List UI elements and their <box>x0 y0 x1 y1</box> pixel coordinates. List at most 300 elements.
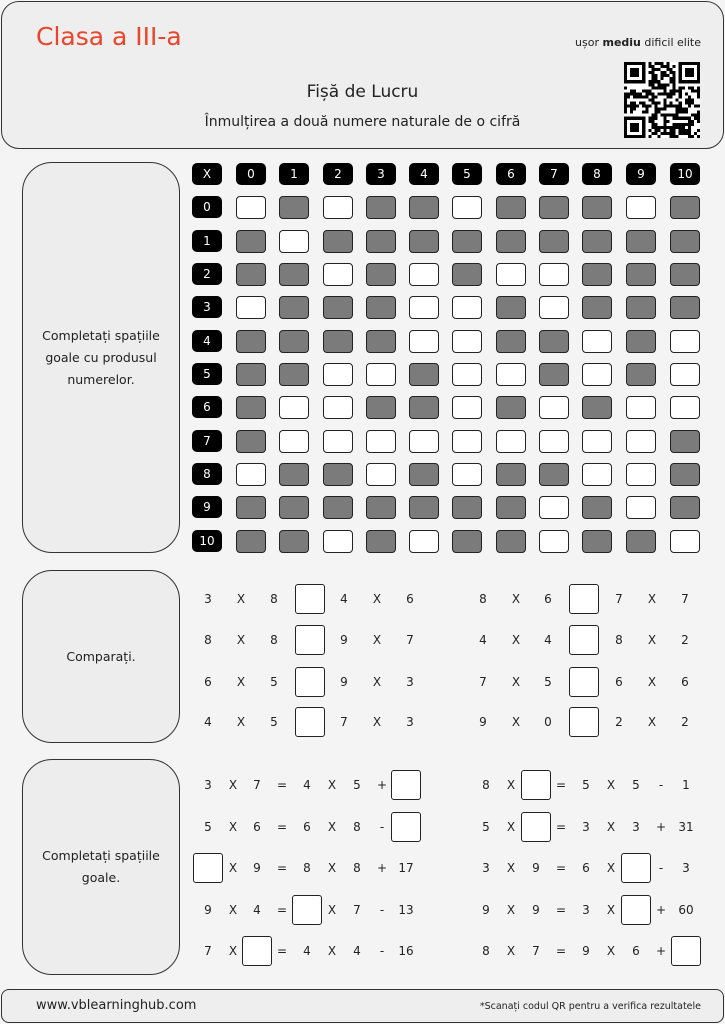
row-header: 9 <box>192 496 222 518</box>
answer-cell[interactable] <box>626 430 656 453</box>
column-header: 0 <box>236 163 266 185</box>
expression-token: = <box>276 820 288 834</box>
expression-token: 5 <box>582 778 590 792</box>
expression-token: X <box>606 944 616 958</box>
expression-token: 3 <box>482 861 490 875</box>
expression-token: 8 <box>479 592 487 606</box>
filled-cell <box>409 396 439 419</box>
filled-cell <box>496 230 526 253</box>
filled-cell <box>496 296 526 319</box>
expression-token: 9 <box>479 715 487 729</box>
filled-cell <box>626 530 656 553</box>
expression-token: 6 <box>406 592 414 606</box>
expression-token: X <box>236 675 246 689</box>
expression-token: 13 <box>398 903 414 917</box>
answer-box[interactable] <box>521 812 551 842</box>
expression-token: = <box>276 778 288 792</box>
answer-box[interactable] <box>391 812 421 842</box>
expression-token: + <box>376 778 388 792</box>
filled-cell <box>279 196 309 219</box>
expression-token: X <box>606 861 616 875</box>
filled-cell <box>670 196 700 219</box>
expression-token: X <box>647 675 657 689</box>
level-medium[interactable]: mediu <box>602 36 641 49</box>
expression-token: 8 <box>353 861 361 875</box>
expression-token: 7 <box>681 592 689 606</box>
filled-cell <box>323 496 353 519</box>
filled-cell <box>323 296 353 319</box>
answer-cell[interactable] <box>452 363 482 386</box>
column-header: 7 <box>539 163 569 185</box>
expression-token: 60 <box>678 903 694 917</box>
expression-token: 8 <box>482 778 490 792</box>
answer-cell[interactable] <box>582 363 612 386</box>
compare-sign-box[interactable] <box>295 625 325 655</box>
filled-cell <box>366 296 396 319</box>
expression-token: 31 <box>678 820 694 834</box>
expression-token: 3 <box>204 778 212 792</box>
expression-token: 17 <box>398 861 414 875</box>
answer-cell[interactable] <box>496 430 526 453</box>
row-header: 8 <box>192 463 222 485</box>
filled-cell <box>626 230 656 253</box>
answer-box[interactable] <box>242 936 272 966</box>
filled-cell <box>409 463 439 486</box>
answer-cell[interactable] <box>366 430 396 453</box>
expression-token: 3 <box>406 675 414 689</box>
expression-token: 7 <box>204 944 212 958</box>
expression-token: X <box>511 592 521 606</box>
row-header: 5 <box>192 363 222 385</box>
column-header: 3 <box>366 163 396 185</box>
filled-cell <box>582 530 612 553</box>
row-header: 1 <box>192 230 222 252</box>
expression-token: + <box>655 944 667 958</box>
expression-token: X <box>606 778 616 792</box>
filled-cell <box>279 296 309 319</box>
row-header: 10 <box>192 530 222 552</box>
section3-instruction: Completați spațiile goale. <box>22 759 180 975</box>
filled-cell <box>496 530 526 553</box>
expression-token: X <box>506 944 516 958</box>
answer-box[interactable] <box>292 895 322 925</box>
corner-cell: X <box>192 163 222 185</box>
filled-cell <box>626 296 656 319</box>
answer-cell[interactable] <box>409 263 439 286</box>
filled-cell <box>366 530 396 553</box>
expression-token: 8 <box>303 861 311 875</box>
column-header: 5 <box>452 163 482 185</box>
expression-token: 3 <box>204 592 212 606</box>
expression-token: X <box>228 903 238 917</box>
answer-box[interactable] <box>621 853 651 883</box>
answer-cell[interactable] <box>366 363 396 386</box>
expression-token: 7 <box>406 633 414 647</box>
expression-token: X <box>327 778 337 792</box>
filled-cell <box>409 196 439 219</box>
answer-cell[interactable] <box>279 230 309 253</box>
expression-token: = <box>555 903 567 917</box>
expression-token: X <box>511 715 521 729</box>
expression-token: 6 <box>204 675 212 689</box>
expression-token: - <box>379 944 385 958</box>
expression-token: X <box>236 592 246 606</box>
expression-token: X <box>511 675 521 689</box>
header-panel <box>1 1 724 149</box>
filled-cell <box>236 330 266 353</box>
filled-cell <box>582 263 612 286</box>
answer-box[interactable] <box>391 770 421 800</box>
filled-cell <box>670 496 700 519</box>
answer-cell[interactable] <box>539 430 569 453</box>
column-header: 8 <box>582 163 612 185</box>
answer-cell[interactable] <box>236 196 266 219</box>
answer-cell[interactable] <box>323 263 353 286</box>
expression-token: X <box>228 778 238 792</box>
answer-cell[interactable] <box>582 430 612 453</box>
expression-token: X <box>228 820 238 834</box>
expression-token: - <box>379 820 385 834</box>
filled-cell <box>236 530 266 553</box>
answer-cell[interactable] <box>539 296 569 319</box>
answer-cell[interactable] <box>452 430 482 453</box>
filled-cell <box>582 230 612 253</box>
filled-cell <box>279 330 309 353</box>
compare-sign-box[interactable] <box>569 707 599 737</box>
filled-cell <box>236 263 266 286</box>
filled-cell <box>452 230 482 253</box>
expression-token: 4 <box>303 778 311 792</box>
answer-box[interactable] <box>671 936 701 966</box>
expression-token: 7 <box>340 715 348 729</box>
expression-token: 3 <box>632 820 640 834</box>
answer-cell[interactable] <box>452 396 482 419</box>
expression-token: 4 <box>303 944 311 958</box>
answer-cell[interactable] <box>626 496 656 519</box>
expression-token: X <box>606 903 616 917</box>
expression-token: X <box>606 820 616 834</box>
filled-cell <box>582 396 612 419</box>
expression-token: 8 <box>270 633 278 647</box>
expression-token: 5 <box>270 715 278 729</box>
filled-cell <box>409 496 439 519</box>
filled-cell <box>236 496 266 519</box>
answer-cell[interactable] <box>452 463 482 486</box>
filled-cell <box>409 230 439 253</box>
answer-cell[interactable] <box>409 296 439 319</box>
expression-token: X <box>647 715 657 729</box>
expression-token: X <box>327 944 337 958</box>
expression-token: 5 <box>544 675 552 689</box>
expression-token: + <box>376 861 388 875</box>
answer-cell[interactable] <box>670 330 700 353</box>
filled-cell <box>582 296 612 319</box>
expression-token: X <box>327 820 337 834</box>
expression-token: 4 <box>253 903 261 917</box>
expression-token: 5 <box>632 778 640 792</box>
column-header: 10 <box>670 163 700 185</box>
expression-token: X <box>236 633 246 647</box>
answer-cell[interactable] <box>452 296 482 319</box>
filled-cell <box>539 330 569 353</box>
answer-cell[interactable] <box>279 396 309 419</box>
expression-token: 5 <box>270 675 278 689</box>
expression-token: 8 <box>482 944 490 958</box>
expression-token: X <box>372 715 382 729</box>
answer-cell[interactable] <box>496 363 526 386</box>
filled-cell <box>236 230 266 253</box>
expression-token: 7 <box>615 592 623 606</box>
compare-sign-box[interactable] <box>295 667 325 697</box>
answer-cell[interactable] <box>279 430 309 453</box>
expression-token: 9 <box>532 861 540 875</box>
level-elite[interactable]: elite <box>677 36 701 49</box>
expression-token: = <box>555 861 567 875</box>
expression-token: 8 <box>353 820 361 834</box>
worksheet-title: Fișă de Lucru <box>306 82 419 102</box>
expression-token: X <box>506 903 516 917</box>
row-header: 4 <box>192 330 222 352</box>
expression-token: 6 <box>582 861 590 875</box>
level-hard[interactable]: dificil <box>644 36 674 49</box>
expression-token: 9 <box>204 903 212 917</box>
expression-token: X <box>647 592 657 606</box>
compare-sign-box[interactable] <box>569 667 599 697</box>
expression-token: X <box>228 861 238 875</box>
expression-token: 7 <box>353 903 361 917</box>
expression-token: 5 <box>204 820 212 834</box>
expression-token: 7 <box>253 778 261 792</box>
expression-token: X <box>372 633 382 647</box>
expression-token: - <box>658 861 664 875</box>
expression-token: 5 <box>353 778 361 792</box>
filled-cell <box>539 230 569 253</box>
filled-cell <box>539 463 569 486</box>
filled-cell <box>279 263 309 286</box>
filled-cell <box>409 363 439 386</box>
filled-cell <box>496 396 526 419</box>
column-header: 2 <box>323 163 353 185</box>
compare-sign-box[interactable] <box>569 625 599 655</box>
answer-cell[interactable] <box>452 330 482 353</box>
compare-sign-box[interactable] <box>295 707 325 737</box>
expression-token: 6 <box>544 592 552 606</box>
answer-cell[interactable] <box>323 530 353 553</box>
answer-cell[interactable] <box>366 463 396 486</box>
expression-token: = <box>555 944 567 958</box>
row-header: 3 <box>192 296 222 318</box>
expression-token: X <box>236 715 246 729</box>
filled-cell <box>496 330 526 353</box>
expression-token: X <box>511 633 521 647</box>
filled-cell <box>670 230 700 253</box>
expression-token: X <box>647 633 657 647</box>
expression-token: 2 <box>615 715 623 729</box>
column-header: 6 <box>496 163 526 185</box>
answer-cell[interactable] <box>496 263 526 286</box>
answer-cell[interactable] <box>626 396 656 419</box>
expression-token: X <box>506 778 516 792</box>
class-title: Clasa a III-a <box>36 22 182 51</box>
expression-token: - <box>658 778 664 792</box>
filled-cell <box>366 330 396 353</box>
expression-token: 3 <box>582 820 590 834</box>
expression-token: 9 <box>532 903 540 917</box>
level-easy[interactable]: ușor <box>575 36 599 49</box>
filled-cell <box>670 296 700 319</box>
filled-cell <box>279 496 309 519</box>
filled-cell <box>582 196 612 219</box>
expression-token: = <box>276 903 288 917</box>
expression-token: 5 <box>482 820 490 834</box>
filled-cell <box>366 496 396 519</box>
filled-cell <box>279 463 309 486</box>
filled-cell <box>496 496 526 519</box>
answer-cell[interactable] <box>582 330 612 353</box>
filled-cell <box>366 263 396 286</box>
expression-token: = <box>276 861 288 875</box>
filled-cell <box>323 230 353 253</box>
expression-token: 4 <box>340 592 348 606</box>
expression-token: X <box>506 820 516 834</box>
filled-cell <box>626 363 656 386</box>
expression-token: 7 <box>532 944 540 958</box>
expression-token: 9 <box>340 633 348 647</box>
answer-cell[interactable] <box>670 396 700 419</box>
filled-cell <box>582 496 612 519</box>
expression-token: X <box>372 592 382 606</box>
answer-cell[interactable] <box>323 196 353 219</box>
expression-token: 8 <box>270 592 278 606</box>
expression-token: 2 <box>681 633 689 647</box>
filled-cell <box>452 530 482 553</box>
expression-token: 4 <box>204 715 212 729</box>
expression-token: = <box>555 778 567 792</box>
section2-instruction: Comparați. <box>22 570 180 743</box>
website-link[interactable]: www.vblearninghub.com <box>36 998 197 1013</box>
expression-token: X <box>327 903 337 917</box>
compare-sign-box[interactable] <box>295 584 325 614</box>
row-header: 6 <box>192 396 222 418</box>
expression-token: 6 <box>253 820 261 834</box>
expression-token: 9 <box>340 675 348 689</box>
answer-cell[interactable] <box>409 530 439 553</box>
filled-cell <box>236 396 266 419</box>
filled-cell <box>279 363 309 386</box>
answer-cell[interactable] <box>236 296 266 319</box>
expression-token: X <box>327 861 337 875</box>
answer-cell[interactable] <box>539 263 569 286</box>
expression-token: X <box>506 861 516 875</box>
expression-token: 4 <box>479 633 487 647</box>
expression-token: 6 <box>303 820 311 834</box>
answer-cell[interactable] <box>452 196 482 219</box>
filled-cell <box>323 330 353 353</box>
expression-token: 2 <box>681 715 689 729</box>
column-header: 4 <box>409 163 439 185</box>
expression-token: 8 <box>615 633 623 647</box>
qr-note: *Scanați codul QR pentru a verifica rezultatele <box>479 1001 701 1012</box>
answer-cell[interactable] <box>323 363 353 386</box>
expression-token: 3 <box>582 903 590 917</box>
answer-cell[interactable] <box>539 396 569 419</box>
filled-cell <box>452 263 482 286</box>
answer-cell[interactable] <box>539 496 569 519</box>
filled-cell <box>670 263 700 286</box>
column-header: 1 <box>279 163 309 185</box>
expression-token: - <box>379 903 385 917</box>
filled-cell <box>670 463 700 486</box>
answer-box[interactable] <box>621 895 651 925</box>
filled-cell <box>323 463 353 486</box>
filled-cell <box>366 230 396 253</box>
answer-cell[interactable] <box>626 196 656 219</box>
expression-token: = <box>276 944 288 958</box>
footer-panel <box>1 989 724 1023</box>
row-header: 7 <box>192 430 222 452</box>
filled-cell <box>366 396 396 419</box>
filled-cell <box>236 430 266 453</box>
qr-code-icon <box>624 62 700 138</box>
expression-token: 9 <box>253 861 261 875</box>
expression-token: 6 <box>632 944 640 958</box>
answer-cell[interactable] <box>409 430 439 453</box>
filled-cell <box>670 430 700 453</box>
filled-cell <box>496 196 526 219</box>
answer-cell[interactable] <box>539 530 569 553</box>
answer-cell[interactable] <box>323 396 353 419</box>
answer-cell[interactable] <box>323 430 353 453</box>
answer-box[interactable] <box>193 853 223 883</box>
expression-token: 0 <box>544 715 552 729</box>
answer-cell[interactable] <box>670 530 700 553</box>
filled-cell <box>539 363 569 386</box>
filled-cell <box>452 496 482 519</box>
answer-box[interactable] <box>521 770 551 800</box>
expression-token: 1 <box>682 778 690 792</box>
expression-token: X <box>372 675 382 689</box>
expression-token: 8 <box>204 633 212 647</box>
row-header: 0 <box>192 196 222 218</box>
worksheet-subtitle: Înmulțirea a două numere naturale de o cifră <box>204 114 521 130</box>
expression-token: 6 <box>681 675 689 689</box>
expression-token: 7 <box>479 675 487 689</box>
filled-cell <box>626 263 656 286</box>
answer-cell[interactable] <box>670 363 700 386</box>
compare-sign-box[interactable] <box>569 584 599 614</box>
expression-token: X <box>228 944 238 958</box>
filled-cell <box>279 530 309 553</box>
filled-cell <box>496 463 526 486</box>
filled-cell <box>366 196 396 219</box>
column-header: 9 <box>626 163 656 185</box>
expression-token: 16 <box>398 944 414 958</box>
section1-instruction: Completați spațiile goale cu produsul numerelor. <box>22 162 180 553</box>
answer-cell[interactable] <box>236 463 266 486</box>
expression-token: 4 <box>544 633 552 647</box>
answer-cell[interactable] <box>626 463 656 486</box>
expression-token: = <box>555 820 567 834</box>
expression-token: + <box>655 903 667 917</box>
expression-token: 3 <box>682 861 690 875</box>
row-header: 2 <box>192 263 222 285</box>
filled-cell <box>626 330 656 353</box>
expression-token: 4 <box>353 944 361 958</box>
answer-cell[interactable] <box>409 330 439 353</box>
answer-cell[interactable] <box>582 463 612 486</box>
difficulty-levels <box>575 36 701 49</box>
filled-cell <box>236 363 266 386</box>
